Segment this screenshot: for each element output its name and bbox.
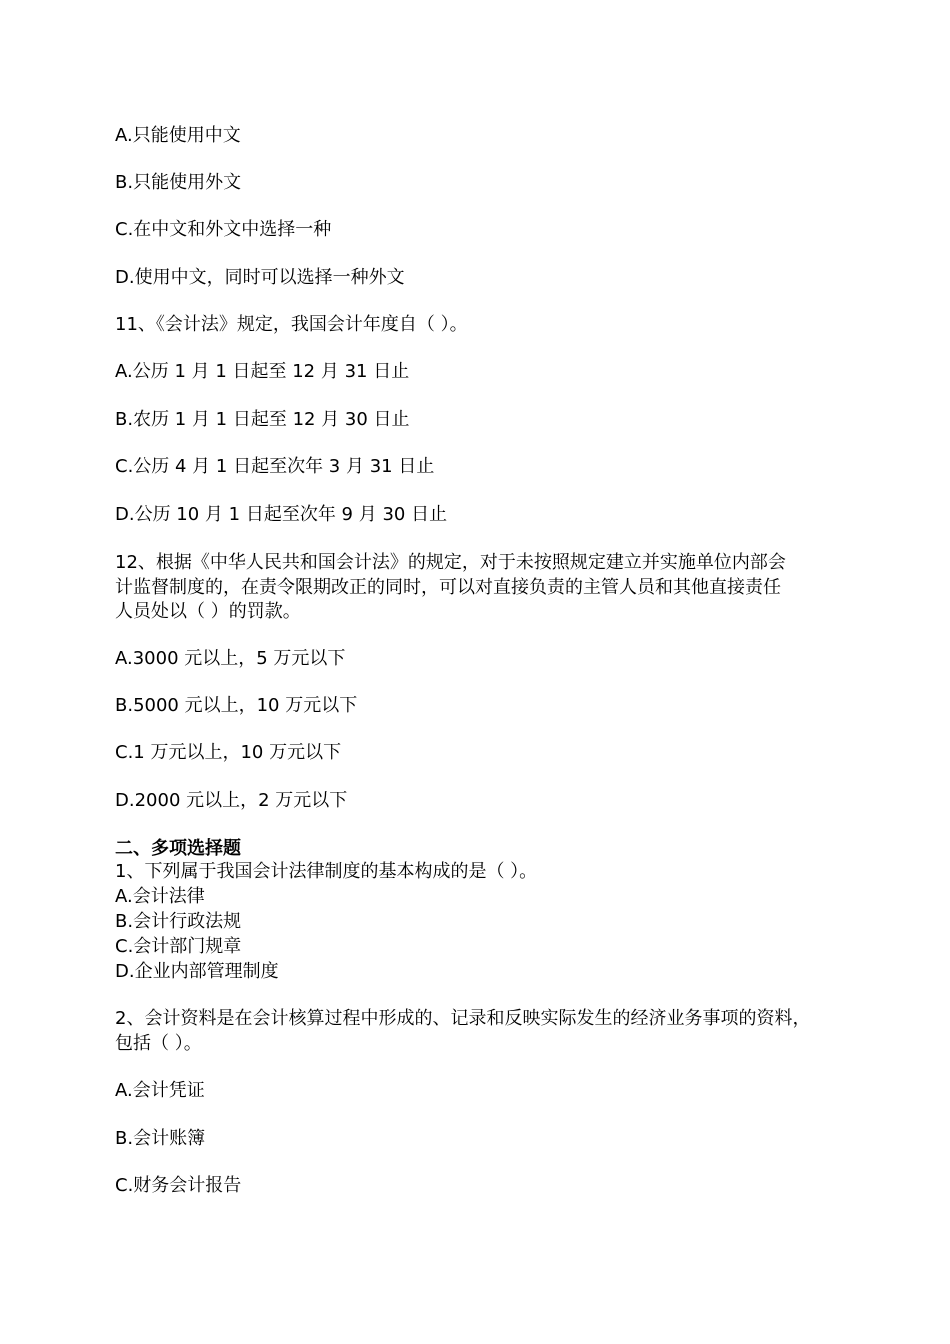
question-11: 11、《会计法》规定，我国会计年度自（ ）。 <box>115 314 468 335</box>
section-heading-multiple-choice: 二、多项选择题 <box>115 838 241 859</box>
mc1-option-b: B.会计行政法规 <box>115 911 242 932</box>
option-a-chinese-only: A.只能使用中文 <box>115 125 241 146</box>
mc2-option-a: A.会计凭证 <box>115 1080 205 1101</box>
q12-option-d: D.2000 元以上，2 万元以下 <box>115 790 348 811</box>
q11-option-a: A.公历 1 月 1 日起至 12 月 31 日止 <box>115 361 410 382</box>
mc2-option-c: C.财务会计报告 <box>115 1175 242 1196</box>
q11-option-b: B.农历 1 月 1 日起至 12 月 30 日止 <box>115 409 410 430</box>
option-d-chinese-plus-foreign: D.使用中文，同时可以选择一种外文 <box>115 267 405 288</box>
q12-option-c: C.1 万元以上，10 万元以下 <box>115 742 342 763</box>
q12-option-b: B.5000 元以上，10 万元以下 <box>115 695 358 716</box>
mc2-option-b: B.会计账簿 <box>115 1128 206 1149</box>
option-c-choose-one: C.在中文和外文中选择一种 <box>115 219 332 240</box>
mc1-option-d: D.企业内部管理制度 <box>115 961 279 982</box>
mc1-option-a: A.会计法律 <box>115 886 205 907</box>
mc-question-1: 1、下列属于我国会计法律制度的基本构成的是（ ）。 <box>115 861 538 882</box>
question-12-line-2: 计监督制度的，在责令限期改正的同时，可以对直接负责的主管人员和其他直接责任 <box>115 577 781 598</box>
mc-question-2-line-1: 2、会计资料是在会计核算过程中形成的、记录和反映实际发生的经济业务事项的资料， <box>115 1008 811 1029</box>
q11-option-d: D.公历 10 月 1 日起至次年 9 月 30 日止 <box>115 504 448 525</box>
mc-question-2-line-2: 包括（ ）。 <box>115 1033 202 1054</box>
mc1-option-c: C.会计部门规章 <box>115 936 242 957</box>
question-12-line-1: 12、根据《中华人民共和国会计法》的规定，对于未按照规定建立并实施单位内部会 <box>115 552 786 573</box>
option-b-foreign-only: B.只能使用外文 <box>115 172 242 193</box>
question-12-line-3: 人员处以（ ）的罚款。 <box>115 601 301 622</box>
q12-option-a: A.3000 元以上，5 万元以下 <box>115 648 346 669</box>
q11-option-c: C.公历 4 月 1 日起至次年 3 月 31 日止 <box>115 456 435 477</box>
